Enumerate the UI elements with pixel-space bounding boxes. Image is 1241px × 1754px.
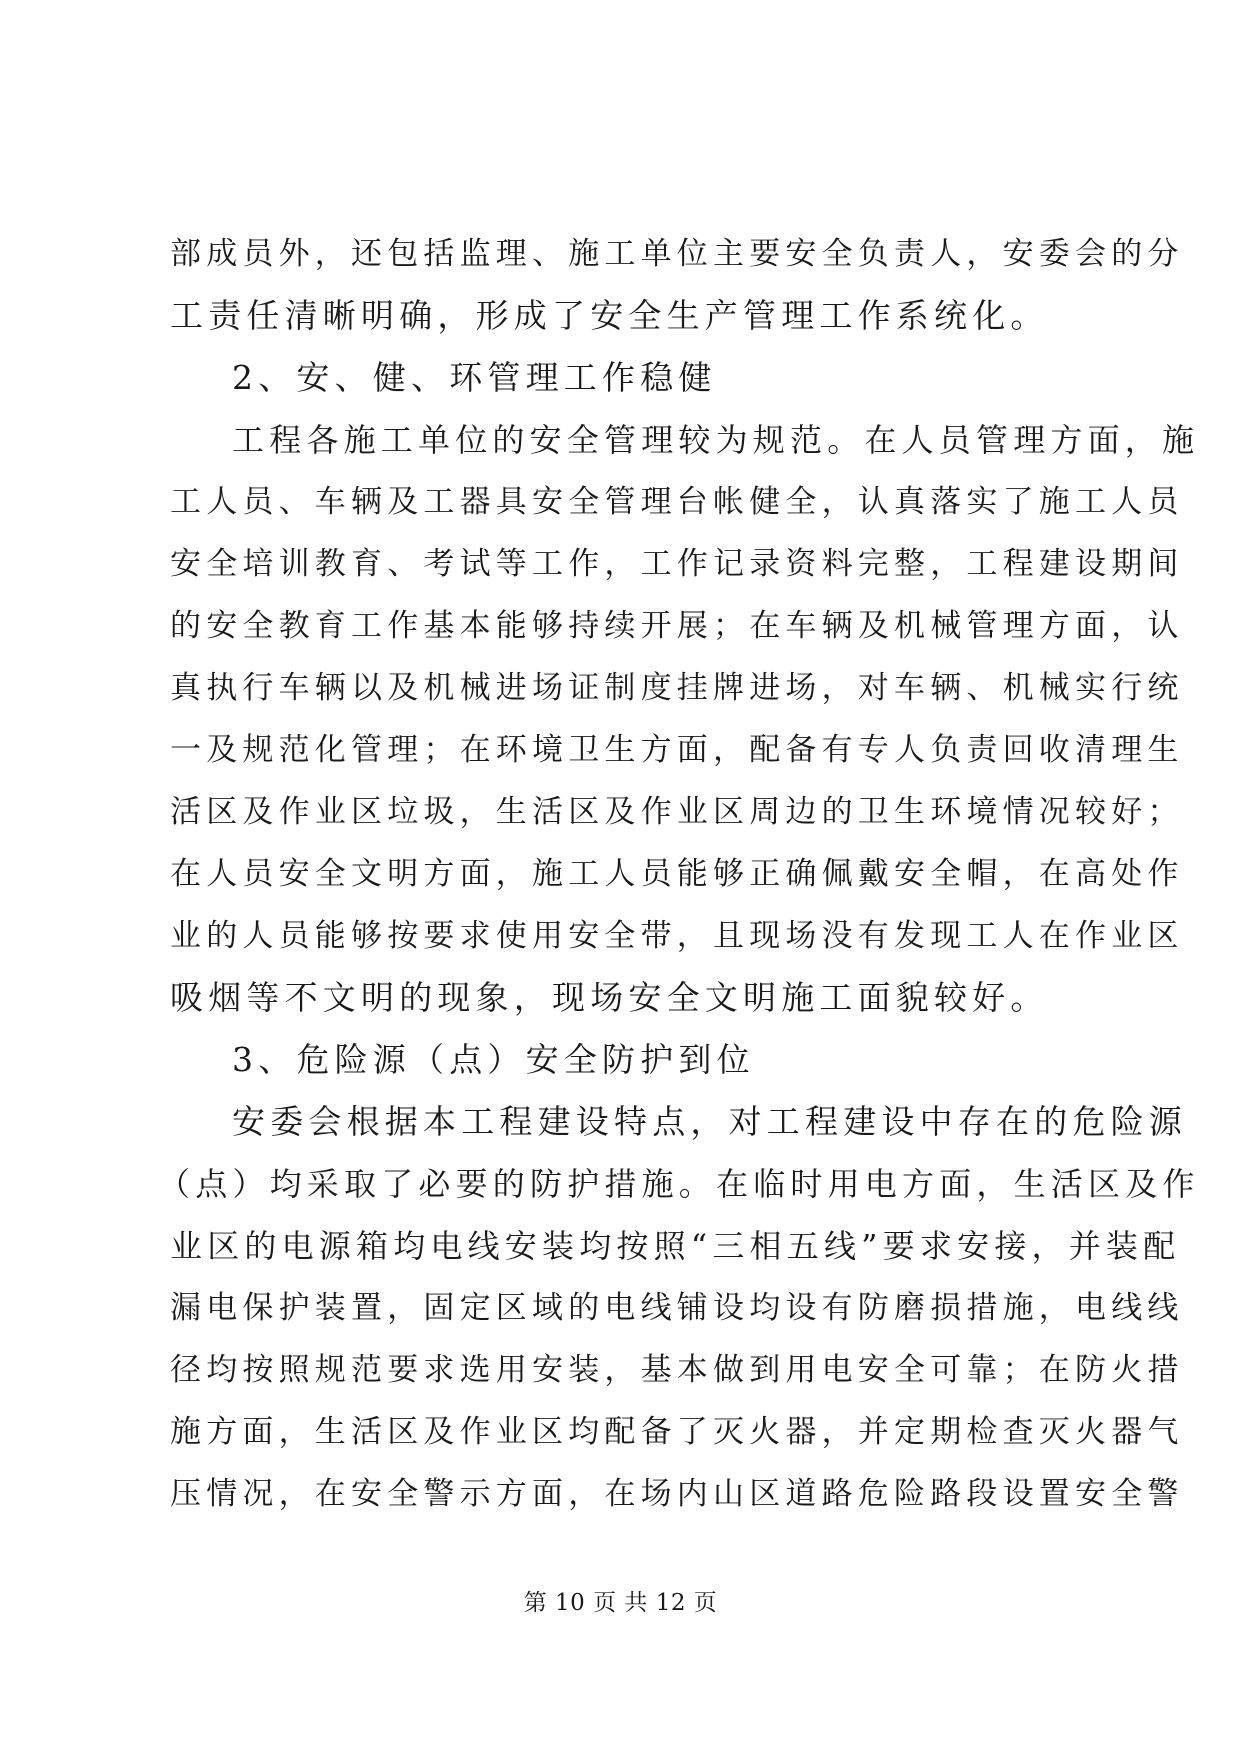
- section-heading: 2、安、健、环管理工作稳健: [232, 358, 717, 397]
- text-line: 工人员、车辆及工器具安全管理台帐健全，认真落实了施工人员: [170, 484, 1184, 520]
- text-line: 吸烟等不文明的现象，现场安全文明施工面貌较好。: [170, 978, 1049, 1017]
- text-line: 真执行车辆以及机械进场证制度挂牌进场，对车辆、机械实行统: [170, 670, 1184, 706]
- text-line: （点）均采取了必要的防护措施。在临时用电方面，生活区及作: [158, 1165, 1200, 1203]
- section-heading: 3、危险源（点）安全防护到位: [232, 1040, 755, 1079]
- text-line: 一及规范化管理；在环境卫生方面，配备有专人负责回收清理生: [170, 732, 1184, 768]
- text-line: 工责任清晰明确，形成了安全生产管理工作系统化。: [170, 296, 1049, 335]
- text-line: 压情况，在安全警示方面，在场内山区道路危险路段设置安全警: [170, 1476, 1184, 1512]
- text-line: 安全培训教育、考试等工作，工作记录资料完整，工程建设期间: [170, 546, 1184, 582]
- text-line: 安委会根据本工程建设特点，对工程建设中存在的危险源: [232, 1102, 1187, 1141]
- page-number: 第 10 页 共 12 页: [523, 1590, 718, 1616]
- text-line: 的安全教育工作基本能够持续开展；在车辆及机械管理方面，认: [170, 608, 1184, 644]
- text-line: 业的人员能够按要求使用安全带，且现场没有发现工人在作业区: [170, 918, 1184, 954]
- text-line: 活区及作业区垃圾，生活区及作业区周边的卫生环境情况较好；: [170, 794, 1184, 830]
- text-line: 在人员安全文明方面，施工人员能够正确佩戴安全帽，在高处作: [170, 856, 1184, 892]
- text-line: 业区的电源箱均电线安装均按照“三相五线”要求安接，并装配: [170, 1227, 1181, 1265]
- text-line: 径均按照规范要求选用安装，基本做到用电安全可靠；在防火措: [170, 1352, 1184, 1388]
- text-line: 部成员外，还包括监理、施工单位主要安全负责人，安委会的分: [170, 236, 1184, 272]
- text-line: 施方面，生活区及作业区均配备了灭火器，并定期检查灭火器气: [170, 1414, 1184, 1450]
- text-line: 工程各施工单位的安全管理较为规范。在人员管理方面，施: [232, 421, 1200, 459]
- text-line: 漏电保护装置，固定区域的电线铺设均设有防磨损措施，电线线: [170, 1290, 1184, 1326]
